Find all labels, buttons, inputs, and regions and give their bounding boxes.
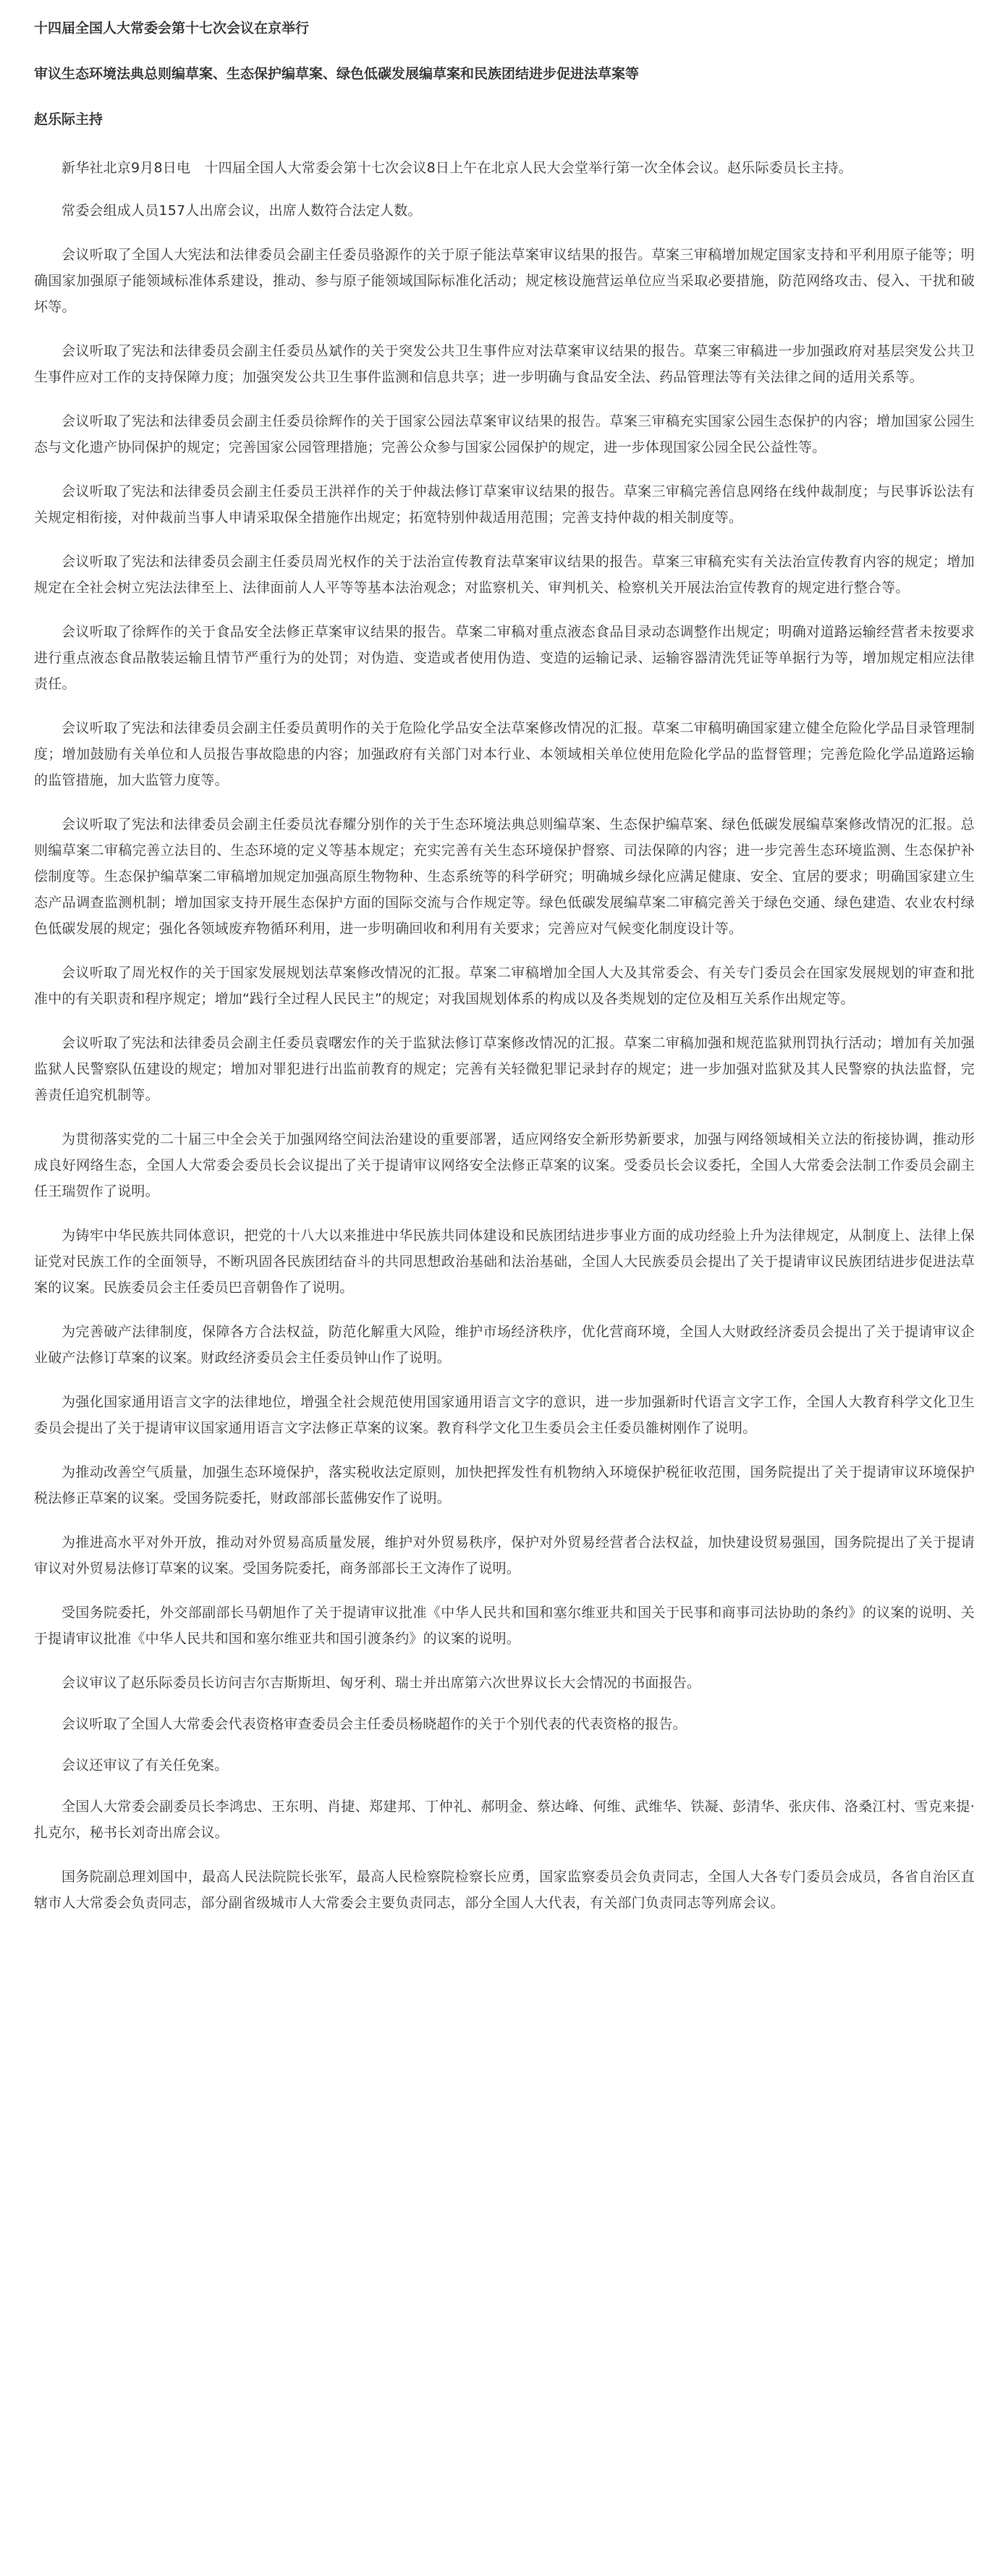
paragraph-ethnic-unity-law: 为铸牢中华民族共同体意识，把党的十八大以来推进中华民族共同体建设和民族团结进步事业方面的成功经验上升为法律规定，从制度上、法律上保证党对民族工作的全面领导，不断巩固各民族团结奋斗的共同思想政治基础和法治基础，全国人大民族委员会提出了关于提请审议民族团结进步促进法草案的议案。民族委员会主任委员巴音朝鲁作了说明。 — [34, 1228, 975, 1296]
paragraph-dateline: 新华社北京9月8日电 十四届全国人大常委会第十七次会议8日上午在北京人民大会堂举行第一次全体会议。赵乐际委员长主持。 — [62, 160, 852, 176]
paragraph-eco-code: 会议听取了宪法和法律委员会副主任委员沈春耀分别作的关于生态环境法典总则编草案、生态保护编草案、绿色低碳发展编草案修改情况的汇报。总则编草案二审稿完善立法目的、生态环境的定义等基本规定；充实完善有关生态环境保护督察、司法保障的内容；进一步完善生态环境监测、生态保护补偿制度等。生态保护编草案二审稿增加规定加强高原生物物种、生态系统等的科学研究；明确城乡绿化应满足健康、安全、宜居的要求；明确国家建立生态产品调查监测机制；增加国家支持开展生态保护方面的国际交流与合作规定等。绿色低碳发展编草案二审稿完善关于绿色交通、绿色建造、农业农村绿色低碳发展的规定；强化各领域废弃物循环利用，进一步明确回收和利用有关要求；完善应对气候变化制度设计等。 — [34, 816, 975, 937]
paragraph-bankruptcy-law: 为完善破产法律制度，保障各方合法权益，防范化解重大风险，维护市场经济秩序，优化营商环境，全国人大财政经济委员会提出了关于提请审议企业破产法修订草案的议案。财政经济委员会主任委员钟山作了说明。 — [34, 1324, 975, 1366]
headline-presider: 赵乐际主持 — [34, 111, 103, 127]
paragraph-chairman-report: 会议审议了赵乐际委员长访问吉尔吉斯斯坦、匈牙利、瑞士并出席第六次世界议长大会情况的书面报告。 — [62, 1675, 701, 1691]
paragraph-legal-education-law: 会议听取了宪法和法律委员会副主任委员周光权作的关于法治宣传教育法草案审议结果的报告。草案三审稿充实有关法治宣传教育内容的规定；增加规定在全社会树立宪法法律至上、法律面前人人平等等基本法治观念；对监察机关、审判机关、检察机关开展法治宣传教育的规定进行整合等。 — [34, 554, 975, 596]
paragraph-language-law: 为强化国家通用语言文字的法律地位，增强全社会规范使用国家通用语言文字的意识，进一步加强新时代语言文字工作，全国人大教育科学文化卫生委员会提出了关于提请审议国家通用语言文字法修正草案的议案。教育科学文化卫生委员会主任委员雒树刚作了说明。 — [34, 1394, 975, 1436]
paragraph-arbitration-law: 会议听取了宪法和法律委员会副主任委员王洪祥作的关于仲裁法修订草案审议结果的报告。草案三审稿完善信息网络在线仲裁制度；与民事诉讼法有关规定相衔接，对仲裁前当事人申请采取保全措施作出规定；拓宽特别仲裁适用范围；完善支持仲裁的相关制度等。 — [34, 483, 975, 525]
paragraph-public-health-law: 会议听取了宪法和法律委员会副主任委员丛斌作的关于突发公共卫生事件应对法草案审议结果的报告。草案三审稿进一步加强政府对基层突发公共卫生事件应对工作的支持保障力度；加强突发公共卫生事件监测和信息共享；进一步明确与食品安全法、药品管理法等有关法律之间的适用关系等。 — [34, 343, 975, 385]
headline-subtitle: 审议生态环境法典总则编草案、生态保护编草案、绿色低碳发展编草案和民族团结进步促进法草案等 — [34, 66, 640, 82]
paragraph-appointments: 会议还审议了有关任免案。 — [62, 1757, 229, 1773]
paragraph-atomic-energy-law: 会议听取了全国人大宪法和法律委员会副主任委员骆源作的关于原子能法草案审议结果的报告。草案三审稿增加规定国家支持和平利用原子能等；明确国家加强原子能领域标准体系建设，推动、参与原子能领域国际标准化活动；规定核设施营运单位应当采取必要措施，防范网络攻击、侵入、干扰和破坏等。 — [34, 247, 975, 315]
paragraph-food-safety-law: 会议听取了徐辉作的关于食品安全法修正草案审议结果的报告。草案二审稿对重点液态食品目录动态调整作出规定；明确对道路运输经营者未按要求进行重点液态食品散装运输且情节严重行为的处罚；对伪造、变造或者使用伪造、变造的运输记录、运输容器清洗凭证等单据行为等，增加规定相应法律责任。 — [34, 624, 975, 692]
paragraph-national-park-law: 会议听取了宪法和法律委员会副主任委员徐辉作的关于国家公园法草案审议结果的报告。草案三审稿充实国家公园生态保护的内容；增加国家公园生态与文化遗产协同保护的规定；完善国家公园管理措施；完善公众参与国家公园保护的规定，进一步体现国家公园全民公益性等。 — [34, 413, 975, 455]
paragraph-credentials-report: 会议听取了全国人大常委会代表资格审查委员会主任委员杨晓超作的关于个别代表的代表资格的报告。 — [62, 1716, 687, 1732]
paragraph-prison-law: 会议听取了宪法和法律委员会副主任委员袁曙宏作的关于监狱法修订草案修改情况的汇报。草案二审稿加强和规范监狱刑罚执行活动；增加有关加强监狱人民警察队伍建设的规定；增加对罪犯进行出监前教育的规定；完善有关轻微犯罪记录封存的规定；进一步加强对监狱及其人民警察的执法监督，完善责任追究机制等。 — [34, 1035, 975, 1103]
headline-main: 十四届全国人大常委会第十七次会议在京举行 — [34, 20, 310, 36]
paragraph-environmental-tax-law: 为推动改善空气质量，加强生态环境保护，落实税收法定原则，加快把挥发性有机物纳入环境保护税征收范围，国务院提出了关于提请审议环境保护税法修正草案的议案。受国务院委托，财政部部长蓝佛安作了说明。 — [34, 1464, 975, 1506]
paragraph-cybersecurity-law: 为贯彻落实党的二十届三中全会关于加强网络空间法治建设的重要部署，适应网络安全新形势新要求，加强与网络领域相关立法的衔接协调，推动形成良好网络生态，全国人大常委会委员长会议提出了关于提请审议网络安全法修正草案的议案。受委员长会议委托，全国人大常委会法制工作委员会副主任王瑞贺作了说明。 — [34, 1131, 975, 1199]
paragraph-attendees: 国务院副总理刘国中，最高人民法院院长张军，最高人民检察院检察长应勇，国家监察委员会负责同志，全国人大各专门委员会成员，各省自治区直辖市人大常委会负责同志，部分副省级城市人大常委会主要负责同志，部分全国人大代表，有关部门负责同志等列席会议。 — [34, 1869, 975, 1911]
paragraph-foreign-trade-law: 为推进高水平对外开放，推动对外贸易高质量发展，维护对外贸易秩序，保护对外贸易经营者合法权益，加快建设贸易强国，国务院提出了关于提请审议对外贸易法修订草案的议案。受国务院委托，商务部部长王文涛作了说明。 — [34, 1534, 975, 1576]
paragraph-vice-chairpersons: 全国人大常委会副委员长李鸿忠、王东明、肖捷、郑建邦、丁仲礼、郝明金、蔡达峰、何维、武维华、铁凝、彭清华、张庆伟、洛桑江村、雪克来提·扎克尔，秘书长刘奇出席会议。 — [34, 1799, 975, 1841]
paragraph-treaties: 受国务院委托，外交部副部长马朝旭作了关于提请审议批准《中华人民共和国和塞尔维亚共和国关于民事和商事司法协助的条约》的议案的说明、关于提请审议批准《中华人民共和国和塞尔维亚共和国引渡条约》的议案的说明。 — [34, 1605, 975, 1647]
paragraph-development-planning-law: 会议听取了周光权作的关于国家发展规划法草案修改情况的汇报。草案二审稿增加全国人大及其常委会、有关专门委员会在国家发展规划的审查和批准中的有关职责和程序规定；增加“践行全过程人民民主”的规定；对我国规划体系的构成以及各类规划的定位及相互关系作出规定等。 — [34, 965, 975, 1007]
paragraph-hazardous-chemicals-law: 会议听取了宪法和法律委员会副主任委员黄明作的关于危险化学品安全法草案修改情况的汇报。草案二审稿明确国家建立健全危险化学品目录管理制度；增加鼓励有关单位和人员报告事故隐患的内容；加强政府有关部门对本行业、本领域相关单位使用危险化学品的监督管理；完善危险化学品道路运输的监管措施，加大监管力度等。 — [34, 720, 975, 788]
paragraph-attendance: 常委会组成人员157人出席会议，出席人数符合法定人数。 — [62, 203, 422, 219]
